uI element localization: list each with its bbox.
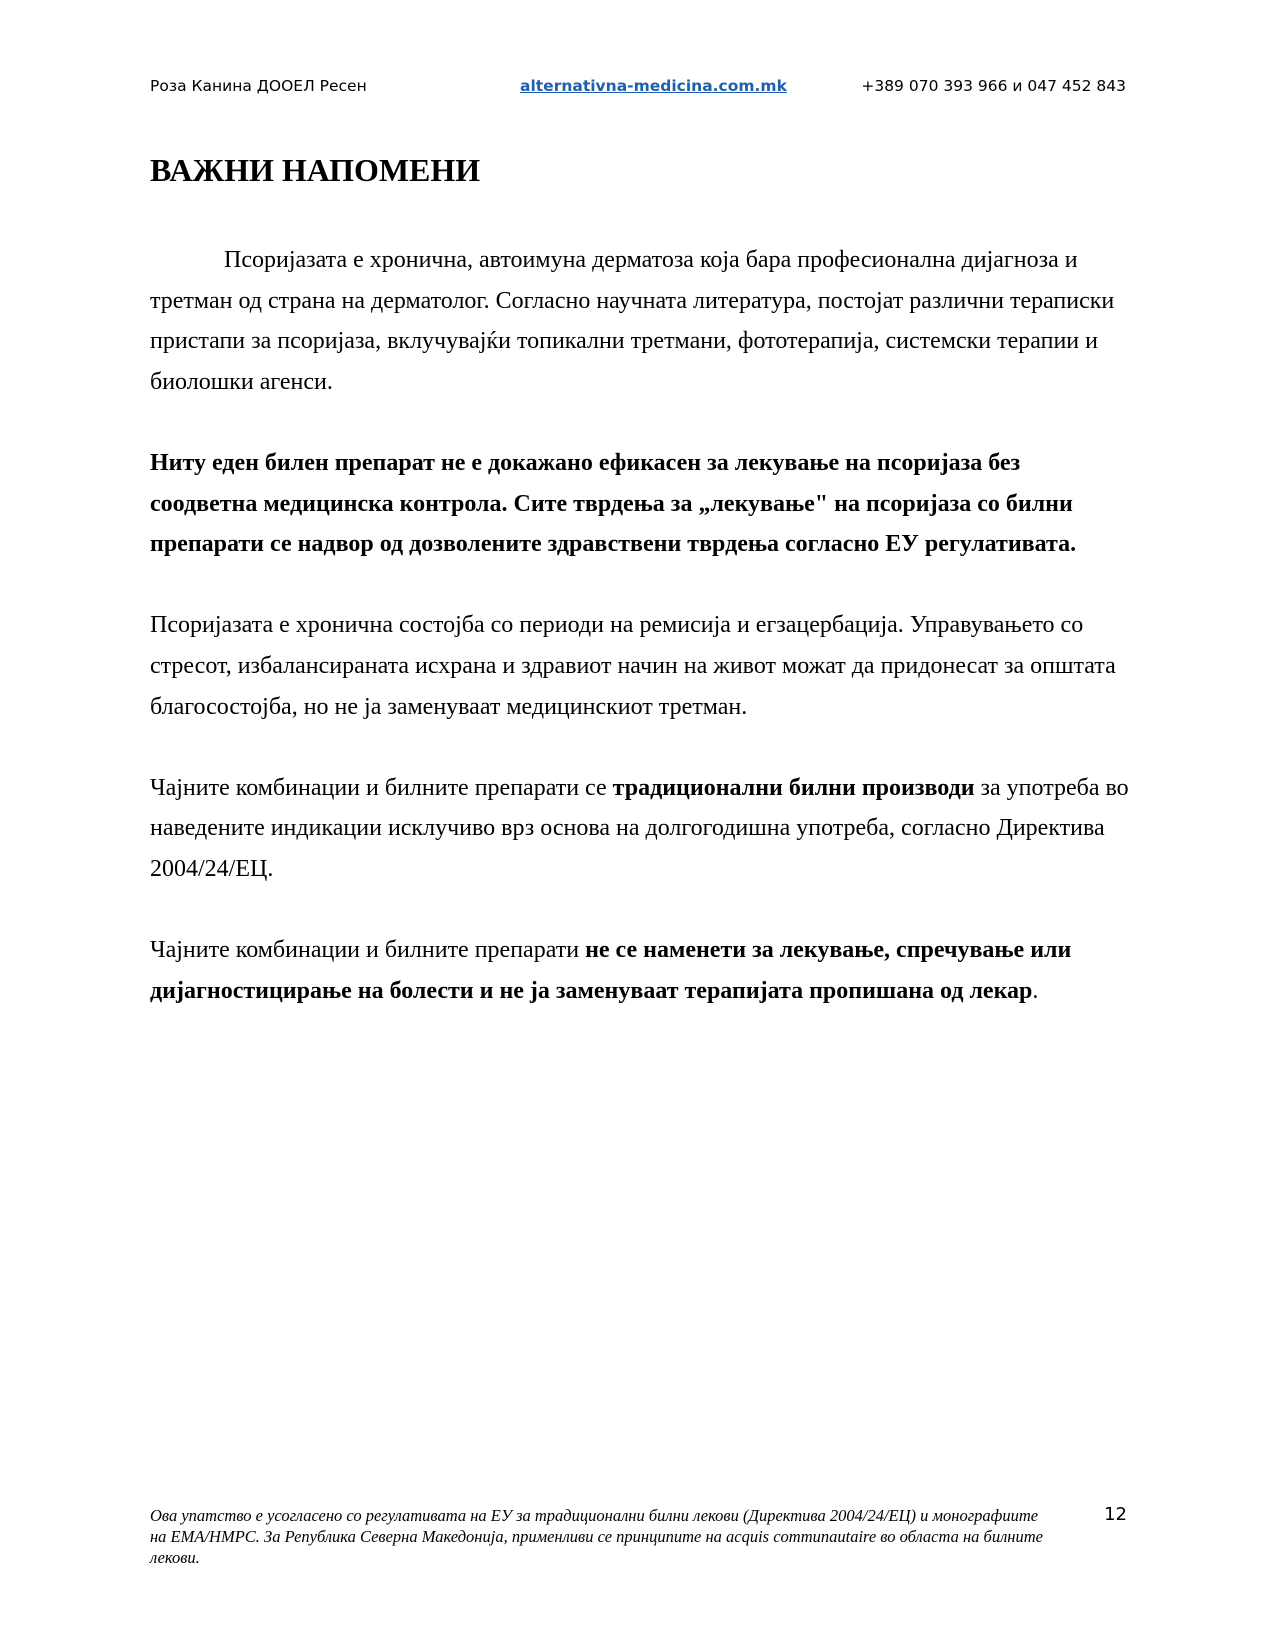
paragraph-disclaimer-bold: не се наменети за лекување, спречување или дијагностицирање на болести и не ја заменуваат терапијата пропишана од лекар [150,937,1072,1004]
website-link[interactable]: alternativna-medicina.com.mk [520,77,787,95]
paragraph-disclaimer-text-c: . [1032,977,1039,1004]
paragraph-warning: Ниту еден билен препарат не е докажано ефикасен за лекување на псоријаза без соодветна медицинска контрола. Сите тврдења за „лекување" на псоријаза со билни препарати се надвор од дозволените здравствени тврдења согласно ЕУ регулативата. [150,449,1077,558]
page-number: 12 [1104,1504,1127,1525]
paragraph-intro: Псоријазата е хронична, автоимуна дерматоза која бара професионална дијагноза и третман од страна на дерматолог. Согласно научната литература, постојат различни тераписки пристапи за псоријаза, вклучувајќи топикални третмани, фототерапија, системски терапии и биолошки агенси. [150,247,1115,395]
paragraph-traditional-text-a: Чајните комбинации и билните препарати се [150,774,613,801]
document-body [150,240,1130,1052]
paragraph-disclaimer-text-a: Чајните комбинации и билните препарати [150,937,586,964]
page-header [150,74,1126,98]
page-title: ВАЖНИ НАПОМЕНИ [150,152,481,188]
company-name: Роза Канина ДООЕЛ Ресен [150,77,367,95]
paragraph-traditional-bold: традиционални билни производи [612,774,975,801]
paragraph-disclaimer [150,930,1130,1011]
paragraph-traditional-text-c: за употреба во наведените индикации исклучиво врз основа на долгогодишна употреба, согласно Директива 2004/24/ЕЦ. [150,774,1129,882]
paragraph-traditional [150,768,1130,890]
paragraph-condition: Псоријазата е хронична состојба со периоди на ремисија и егзацербација. Управувањето со стресот, избалансираната исхрана и здравиот начин на живот можат да придонесат за општата благосостојба, но не ја заменуваат медицинскиот третман. [150,612,1116,720]
phone-numbers: +389 070 393 966 и 047 452 843 [861,77,1126,95]
footer-note: Ова упатство е усогласено со регулативата на ЕУ за традиционални билни лекови (Директива 2004/24/ЕЦ) и монографиите на ЕМА/HMPC. За Република Северна Македонија, применливи се принципите на acquis communautaire во областа на билните лекови. [150,1506,1043,1567]
